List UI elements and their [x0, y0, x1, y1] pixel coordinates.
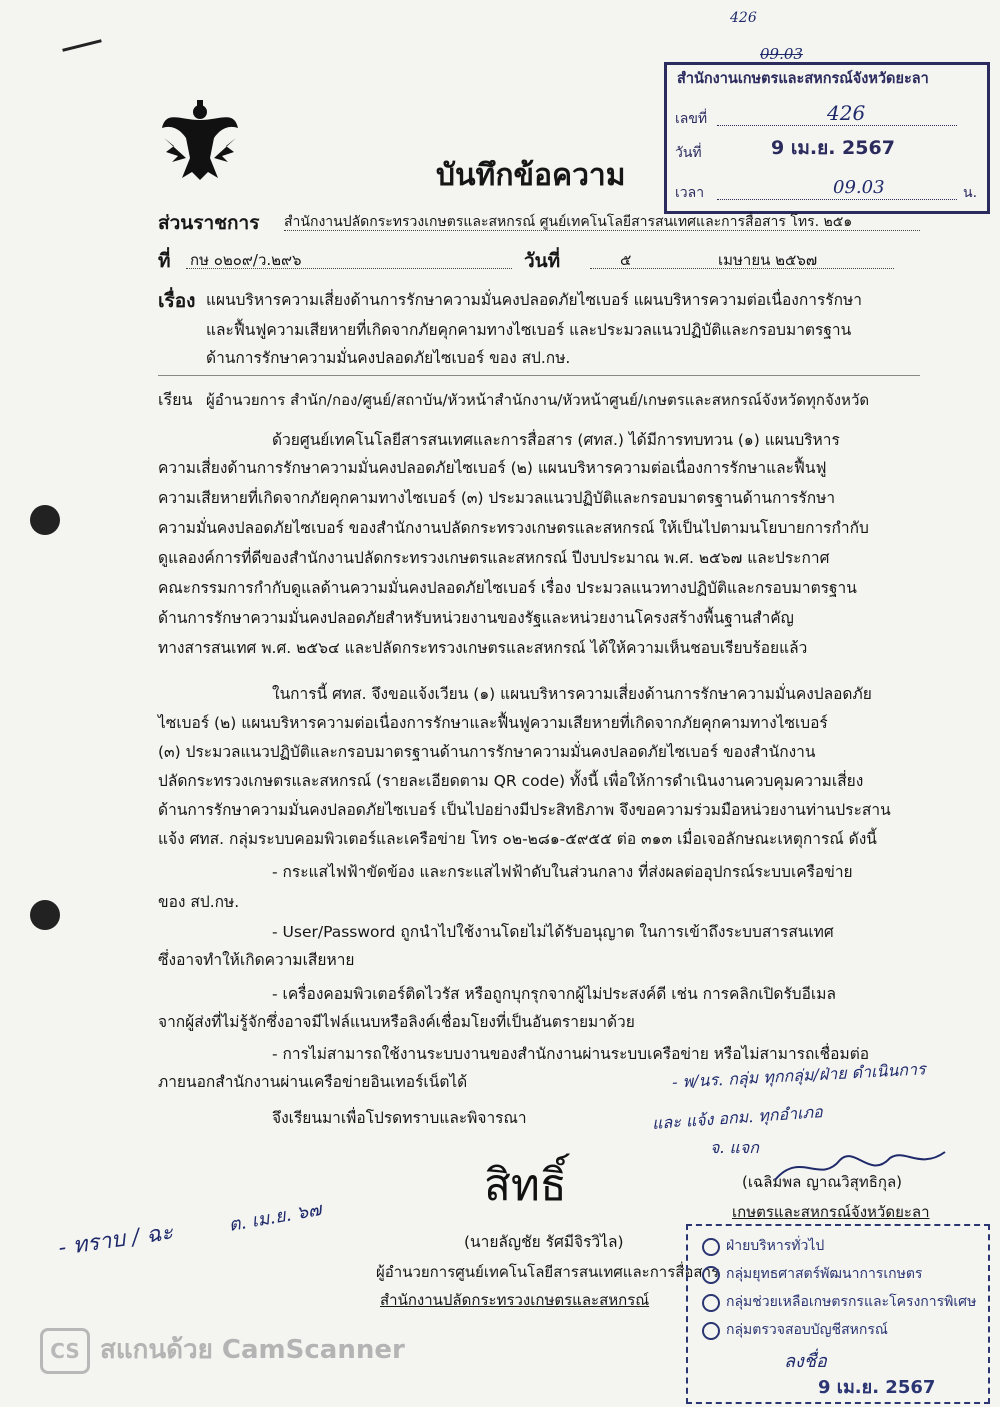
para1-line: ด้วยศูนย์เทคโนโลยีสารสนเทศและการสื่อสาร (ศทส.) ได้มีการทบทวน (๑) แผนบริหาร: [272, 431, 840, 449]
garuda-emblem-icon: [160, 98, 240, 182]
routing-item-label: กลุ่มตรวจสอบบัญชีสหกรณ์: [726, 1322, 888, 1338]
para2-line: ปลัดกระทรวงเกษตรและสหกรณ์ (รายละเอียดตาม QR code) ทั้งนี้ เพื่อให้การดำเนินงานควบคุมความเสี่ยง: [158, 772, 864, 790]
document-title: บันทึกข้อความ: [436, 158, 626, 193]
ref-value: กษ ๐๒๐๙/ว.๒๙๖: [190, 251, 302, 269]
provincial-officer-position: เกษตรและสหกรณ์จังหวัดยะลา: [732, 1203, 930, 1221]
para1-line: ทางสารสนเทศ พ.ศ. ๒๕๖๔ และปลัดกระทรวงเกษตรและสหกรณ์ ได้ให้ความเห็นชอบเรียบร้อยแล้ว: [158, 639, 808, 657]
right-handwritten-line-2: และ แจ้ง อกม. ทุกอำเภอ: [651, 1102, 824, 1133]
bullet-item: - User/Password ถูกนำไปใช้งานโดยไม่ได้รับอนุญาต ในการเข้าถึงระบบสารสนเทศ: [272, 923, 834, 941]
subject-label: เรื่อง: [158, 290, 196, 312]
bullet-item: - การไม่สามารถใช้งานระบบงานของสำนักงานผ่านระบบเครือข่าย หรือไม่สามารถเชื่อมต่อ: [272, 1045, 870, 1063]
subject-line-2: และฟื้นฟูความเสียหายที่เกิดจากภัยคุกคามทางไซเบอร์ และประมวลแนวปฏิบัติและกรอบมาตรฐาน: [206, 321, 852, 339]
para1-line: ความเสี่ยงด้านการรักษาความมั่นคงปลอดภัยไซเบอร์ (๒) แผนบริหารความต่อเนื่องการรักษาและฟื้นฟู: [158, 459, 827, 477]
left-handwritten-date: ต. เม.ย. ๖๗: [227, 1198, 324, 1236]
agency-label: ส่วนราชการ: [158, 212, 260, 234]
day-value: ๕: [620, 251, 632, 269]
bullet-continuation: ภายนอกสำนักงานผ่านเครือข่ายอินเทอร์เน็ตได้: [158, 1073, 468, 1091]
left-handwritten-note: - ทราบ / ฉะ: [56, 1220, 175, 1261]
routing-date: 9 เม.ย. 2567: [818, 1377, 936, 1398]
para1-line: คณะกรรมการกำกับดูแลด้านความมั่นคงปลอดภัยไซเบอร์ เรื่อง ประมวลแนวทางปฏิบัติและกรอบมาตรฐาน: [158, 579, 857, 597]
stamp-time-value: 09.03: [833, 177, 885, 198]
para2-line: (๓) ประมวลแนวปฏิบัติและกรอบมาตรฐานด้านการรักษาความมั่นคงปลอดภัยไซเบอร์ ของสำนักงาน: [158, 743, 816, 761]
month-year-value: เมษายน ๒๕๖๗: [718, 251, 818, 269]
camscanner-watermark: สแกนด้วย CamScanner: [100, 1335, 405, 1365]
subject-line-1: แผนบริหารความเสี่ยงด้านการรักษาความมั่นคงปลอดภัยไซเบอร์ แผนบริหารความต่อเนื่องการรักษา: [206, 291, 862, 309]
stamp-time-suffix: น.: [963, 185, 978, 201]
receiving-stamp: [664, 62, 990, 214]
right-handwritten-line-1: - พ/นร. กลุ่ม ทุกกลุ่ม/ฝ่าย ดำเนินการ: [671, 1059, 927, 1092]
para1-line: ความมั่นคงปลอดภัยไซเบอร์ ของสำนักงานปลัดกระทรวงเกษตรและสหกรณ์ ให้เป็นไปตามนโยบายการกำกับ: [158, 519, 869, 537]
bullet-item: - เครื่องคอมพิวเตอร์ติดไวรัส หรือถูกบุกรุกจากผู้ไม่ประสงค์ดี เช่น การคลิกเปิดรับอีเมล: [272, 985, 836, 1003]
camscanner-badge: CS: [40, 1328, 90, 1374]
routing-item-label: กลุ่มช่วยเหลือเกษตรกรและโครงการพิเศษ: [726, 1294, 977, 1310]
ref-label: ที่: [158, 250, 171, 272]
bullet-item: - กระแสไฟฟ้าขัดข้อง และกระแสไฟฟ้าดับในส่วนกลาง ที่ส่งผลต่ออุปกรณ์ระบบเครือข่าย: [272, 863, 853, 881]
bullet-continuation: จากผู้ส่งที่ไม่รู้จักซึ่งอาจมีไฟล์แนบหรือลิงค์เชื่อมโยงที่เป็นอันตรายมาด้วย: [158, 1013, 635, 1031]
punch-hole-bottom: [30, 900, 60, 930]
stamp-time-label: เวลา: [675, 185, 705, 201]
routing-checkbox-icon: [702, 1238, 720, 1256]
bullet-continuation: ของ สป.กษ.: [158, 893, 240, 911]
para1-line: ด้านการรักษาความมั่นคงปลอดภัยสำหรับหน่วยงานของรัฐและหน่วยงานโครงสร้างพื้นฐานสำคัญ: [158, 609, 794, 627]
para1-line: ความเสียหายที่เกิดจากภัยคุกคามทางไซเบอร์ (๓) ประมวลแนวปฏิบัติและกรอบมาตรฐานด้านการรักษา: [158, 489, 836, 507]
subject-line-3: ด้านการรักษาความมั่นคงปลอดภัยไซเบอร์ ของ สป.กษ.: [206, 349, 571, 367]
signatory-position: ผู้อำนวยการศูนย์เทคโนโลยีสารสนเทศและการสื่อสาร: [376, 1263, 720, 1281]
agency-value: สำนักงานปลัดกระทรวงเกษตรและสหกรณ์ ศูนย์เทคโนโลยีสารสนเทศและการสื่อสาร โทร. ๒๕๑: [284, 214, 853, 230]
signatory-name: (นายลัญชัย รัศมีจิรวิไล): [464, 1233, 624, 1251]
routing-stamp: [686, 1224, 990, 1404]
routing-checkbox-icon: [702, 1294, 720, 1312]
routing-checkbox-icon: [702, 1322, 720, 1340]
date-label: วันที่: [524, 250, 561, 272]
stamp-date-label: วันที่: [675, 145, 702, 161]
routing-checkbox-icon: [702, 1266, 720, 1284]
punch-hole-top: [30, 505, 60, 535]
page-number: 426: [730, 10, 757, 26]
director-signature: สิทธิ์: [484, 1160, 567, 1211]
margin-scratch: [62, 39, 102, 52]
right-handwritten-line-3: จ. แจก: [710, 1138, 759, 1157]
signatory-office: สำนักงานปลัดกระทรวงเกษตรและสหกรณ์: [380, 1291, 650, 1309]
to-label: เรียน: [158, 390, 193, 409]
stamp-number-label: เลขที่: [675, 111, 708, 127]
provincial-officer-signature: [770, 1140, 950, 1190]
para2-line: ด้านการรักษาความมั่นคงปลอดภัยไซเบอร์ เป็นไปอย่างมีประสิทธิภาพ จึงขอความร่วมมือหน่วยงานท่านประสาน: [158, 801, 891, 819]
stamp-office: สำนักงานเกษตรและสหกรณ์จังหวัดยะลา: [677, 71, 929, 87]
provincial-officer-name: (เฉลิมพล ญาณวิสุทธิกุล): [742, 1173, 902, 1191]
para2-line: ในการนี้ ศทส. จึงขอแจ้งเวียน (๑) แผนบริหารความเสี่ยงด้านการรักษาความมั่นคงปลอดภัย: [272, 685, 872, 703]
bullet-continuation: ซึ่งอาจทำให้เกิดความเสียหาย: [158, 951, 355, 969]
routing-initials: ลงชื่อ: [784, 1351, 827, 1372]
para2-line: แจ้ง ศทส. กลุ่มระบบคอมพิวเตอร์และเครือข่าย โทร ๐๒-๒๘๑-๕๙๕๕ ต่อ ๓๑๓ เมื่อเจอลักษณะเหตุการณ์ ดังนี้: [158, 830, 877, 848]
routing-item-label: กลุ่มยุทธศาสตร์พัฒนาการเกษตร: [726, 1266, 923, 1282]
stamp-date-value: 9 เม.ย. 2567: [771, 137, 895, 159]
stamp-crossed-date: 09.03: [760, 45, 803, 63]
header-divider: [158, 375, 920, 376]
closing-line: จึงเรียนมาเพื่อโปรดทราบและพิจารณา: [272, 1109, 527, 1127]
routing-item-label: ฝ่ายบริหารทั่วไป: [726, 1238, 825, 1254]
para2-line: ไซเบอร์ (๒) แผนบริหารความต่อเนื่องการรักษาและฟื้นฟูความเสียหายที่เกิดจากภัยคุกคามทางไซเบอร์: [158, 714, 828, 732]
stamp-number-value: 426: [827, 101, 866, 125]
to-value: ผู้อำนวยการ สำนัก/กอง/ศูนย์/สถาบัน/หัวหน้าสำนักงาน/หัวหน้าศูนย์/เกษตรและสหกรณ์จังหวัดทุกจังหวัด: [206, 391, 870, 409]
para1-line: ดูแลองค์การที่ดีของสำนักงานปลัดกระทรวงเกษตรและสหกรณ์ ปีงบประมาณ พ.ศ. ๒๕๖๗ และประกาศ: [158, 549, 830, 567]
